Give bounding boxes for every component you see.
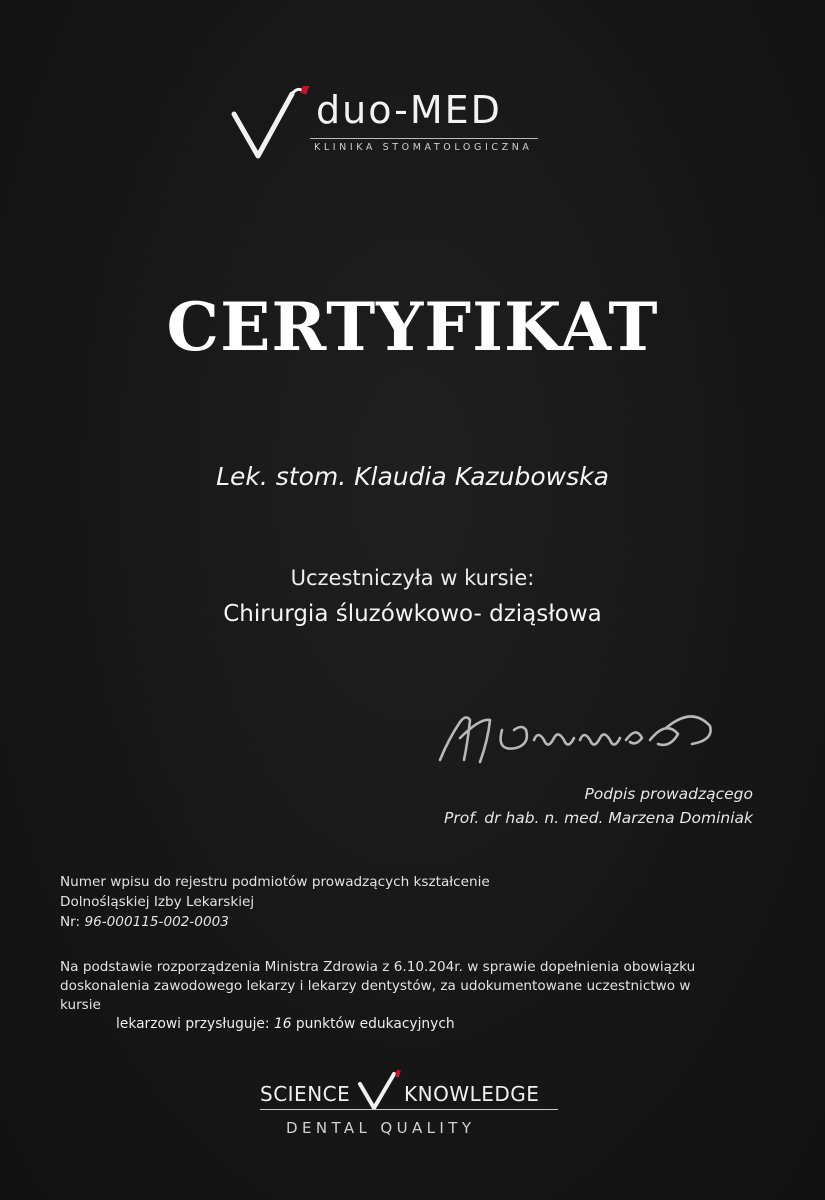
registry-line-1: Numer wpisu do rejestru podmiotów prowadzących kształcenie [60, 874, 490, 890]
science-knowledge-logo [256, 1070, 566, 1150]
education-points [116, 1016, 455, 1032]
footer-divider [260, 1109, 558, 1110]
brand-subtitle: KLINIKA STOMATOLOGICZNA [314, 142, 533, 153]
course-name: Chirurgia śluzówkowo- dziąsłowa [223, 601, 602, 627]
recipient-name: Lek. stom. Klaudia Kazubowska [216, 462, 609, 491]
signature-caption: Podpis prowadzącego [584, 785, 753, 803]
points-label: lekarzowi przysługuje: [116, 1016, 270, 1032]
footer-knowledge: KNOWLEDGE [404, 1082, 540, 1106]
legal-line-3: kursie [60, 997, 101, 1013]
points-value: 16 [273, 1016, 292, 1032]
registry-line-2: Dolnośląskiej Izby Lekarskiej [60, 894, 255, 910]
footer-subtitle: DENTAL QUALITY [286, 1119, 476, 1137]
legal-line-2: doskonalenia zawodowego lekarzy i lekarzy dentystów, za udokumentowane uczestnictwo w [60, 978, 691, 994]
registry-number: 96-000115-002-0003 [84, 914, 229, 930]
legal-basis [60, 958, 780, 1015]
legal-line-1: Na podstawie rozporządzenia Ministra Zdrowia z 6.10.204r. w sprawie dopełnienia obowiązku [60, 959, 696, 975]
attended-label: Uczestniczyła w kursie: [290, 566, 535, 590]
v-checkmark-icon [356, 1070, 406, 1114]
registry-number-row [60, 912, 490, 932]
v-checkmark-icon [228, 86, 318, 166]
handwritten-signature [430, 700, 730, 775]
points-suffix: punktów edukacyjnych [295, 1016, 455, 1032]
registry-number-label: Nr: [60, 914, 81, 930]
logo-divider [310, 138, 538, 139]
duo-med-logo [228, 86, 548, 166]
registry-info [60, 872, 490, 932]
brand-name: duo-MED [316, 88, 502, 132]
footer-science: SCIENCE [260, 1082, 351, 1106]
instructor-name: Prof. dr hab. n. med. Marzena Dominiak [444, 809, 753, 827]
certificate-title: CERTYFIKAT [166, 288, 659, 366]
